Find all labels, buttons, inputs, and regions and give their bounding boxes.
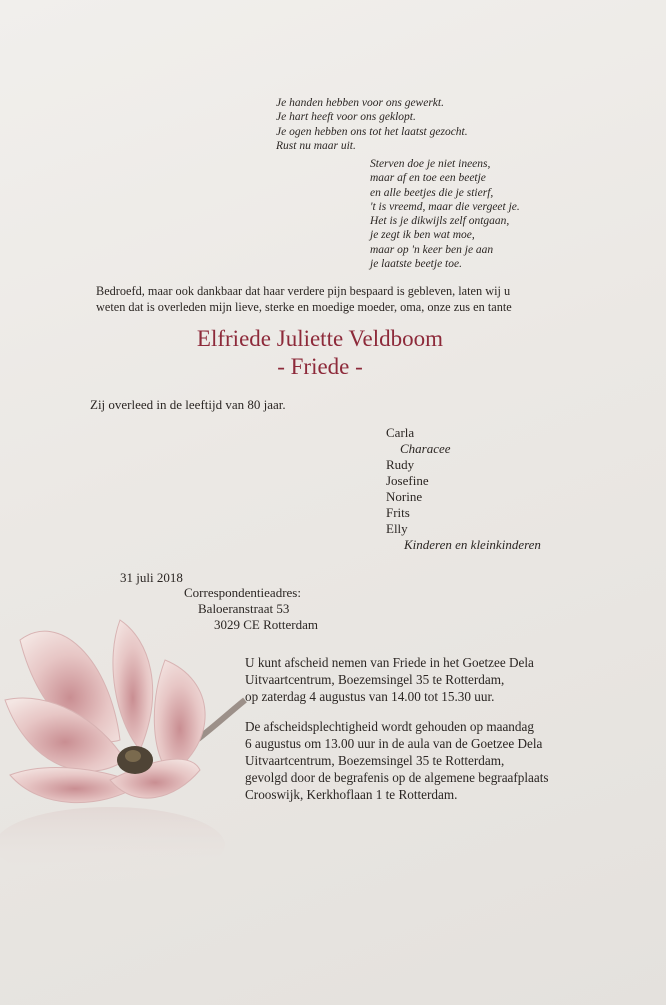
poem-line: Rust nu maar uit. bbox=[276, 139, 356, 152]
family-member: Carla bbox=[386, 425, 415, 440]
address-street: Baloeranstraat 53 bbox=[198, 601, 290, 616]
poem-main bbox=[276, 96, 536, 153]
poem-line: en alle beetjes die je stierf, bbox=[370, 186, 494, 199]
farewell-line: Uitvaartcentrum, Boezemsingel 35 te Rotterdam, bbox=[245, 672, 505, 687]
ceremony-line: gevolgd door de begrafenis op de algemene begraafplaats bbox=[245, 770, 549, 785]
poem-line: Je handen hebben voor ons gewerkt. bbox=[276, 97, 444, 109]
poem-line: maar op 'n keer ben je aan bbox=[370, 243, 494, 256]
poem-line: Sterven doe je niet ineens, bbox=[370, 158, 491, 170]
family-closing: Kinderen en kleinkinderen bbox=[404, 537, 541, 552]
age-statement: Zij overleed in de leeftijd van 80 jaar. bbox=[90, 397, 286, 412]
family-list bbox=[386, 425, 541, 553]
family-member: Frits bbox=[386, 505, 410, 520]
intro-line: Bedroefd, maar ook dankbaar dat haar verdere pijn bespaard is gebleven, laten wij u bbox=[96, 284, 511, 298]
address-city: 3029 CE Rotterdam bbox=[214, 617, 318, 632]
ceremony-line: Crooswijk, Kerkhoflaan 1 te Rotterdam. bbox=[245, 787, 458, 802]
ceremony-line: Uitvaartcentrum, Boezemsingel 35 te Rotterdam, bbox=[245, 753, 505, 768]
family-member: Characee bbox=[400, 441, 451, 456]
magnolia-flower-image bbox=[0, 600, 250, 890]
farewell-line: op zaterdag 4 augustus van 14.00 tot 15.30 uur. bbox=[245, 689, 495, 704]
intro-paragraph bbox=[96, 283, 616, 315]
deceased-nickname: - Friede - bbox=[277, 354, 363, 379]
poem-line: je laatste beetje toe. bbox=[370, 258, 462, 271]
address-label: Correspondentieadres: bbox=[184, 585, 301, 600]
poem-line: Je ogen hebben ons tot het laatst gezocht. bbox=[276, 125, 468, 138]
poem-line: je zegt ik ben wat moe, bbox=[370, 229, 475, 242]
notice-date: 31 juli 2018 bbox=[120, 570, 183, 585]
deceased-name: Elfriede Juliette Veldboom bbox=[196, 326, 444, 351]
poem-line: 't is vreemd, maar die vergeet je. bbox=[370, 200, 520, 213]
family-member: Josefine bbox=[386, 473, 429, 488]
poem-line: Je hart heeft voor ons geklopt. bbox=[276, 111, 416, 124]
farewell-line: U kunt afscheid nemen van Friede in het Goetzee Dela bbox=[245, 655, 534, 670]
ceremony-paragraph bbox=[245, 718, 549, 803]
poem-line: maar af en toe een beetje bbox=[370, 172, 486, 185]
family-member: Elly bbox=[386, 521, 408, 536]
poem-second bbox=[370, 157, 590, 271]
poem-line: Het is je dikwijls zelf ontgaan, bbox=[370, 215, 510, 228]
family-member: Rudy bbox=[386, 457, 415, 472]
ceremony-line: 6 augustus om 13.00 uur in de aula van de Goetzee Dela bbox=[245, 736, 543, 751]
ceremony-line: De afscheidsplechtigheid wordt gehouden op maandag bbox=[245, 719, 534, 734]
family-member: Norine bbox=[386, 489, 423, 504]
farewell-paragraph bbox=[245, 654, 534, 705]
intro-line: weten dat is overleden mijn lieve, sterke en moedige moeder, oma, onze zus en tante bbox=[96, 300, 512, 314]
